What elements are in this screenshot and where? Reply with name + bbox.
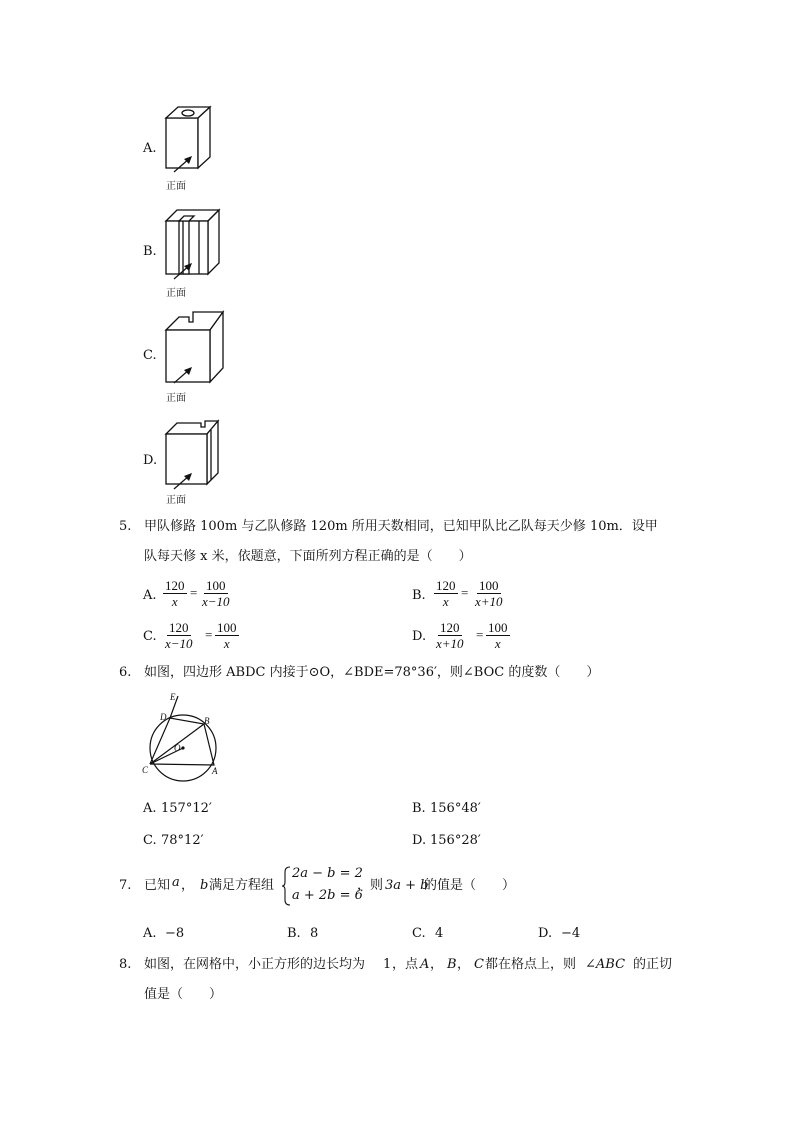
fraction-right — [200, 578, 232, 609]
comma: ， — [430, 957, 444, 972]
numerator: 120 — [440, 620, 460, 635]
fraction-right — [486, 620, 510, 651]
numerator: 100 — [488, 620, 508, 635]
front-arrow — [170, 155, 200, 175]
text-part-3: 都在格点上，则 — [485, 957, 577, 972]
question-number: 5. — [119, 519, 132, 534]
fraction-right — [215, 620, 239, 651]
numerator: 100 — [217, 620, 237, 635]
text-part-1: 如图，在网格中，小正方形的边长均为 — [144, 957, 366, 972]
front-caption: 正面 — [166, 181, 186, 192]
angle-abc: ∠ABC — [585, 957, 626, 972]
option-text: −4 — [561, 926, 581, 941]
variable-a: a — [172, 875, 180, 890]
option-text: 156°48′ — [430, 801, 481, 816]
question-number: 7. — [119, 878, 132, 893]
numerator: 120 — [165, 578, 185, 593]
circle-quadrilateral-figure — [140, 688, 230, 783]
option-label: C. — [143, 348, 157, 363]
denominator: x — [494, 636, 501, 651]
variable-b: b — [200, 878, 209, 893]
option-label: D. — [412, 629, 427, 644]
front-caption: 正面 — [166, 288, 186, 299]
option-label: D. — [143, 453, 158, 468]
equals-sign: = — [461, 585, 469, 600]
comma: ， — [181, 878, 195, 893]
option-label: B. — [412, 801, 426, 816]
numerator: 120 — [436, 578, 456, 593]
comma: ， — [457, 957, 471, 972]
question-text-line2: 值是（ ） — [144, 987, 223, 1002]
option-label: A. — [143, 926, 157, 941]
fraction-left — [434, 578, 458, 609]
point-c: C — [474, 957, 484, 972]
text-tail: 的值是（ ） — [424, 878, 516, 893]
option-label: D. — [412, 833, 427, 848]
denominator: x−10 — [202, 594, 230, 609]
option-label: D. — [538, 926, 553, 941]
option-text: −8 — [165, 926, 185, 941]
text-part-4: 的正切 — [633, 957, 673, 972]
option-label: C. — [143, 629, 157, 644]
option-label: C. — [143, 833, 157, 848]
point-b: B — [447, 957, 457, 972]
denominator: x — [223, 636, 230, 651]
label-e: E — [170, 692, 176, 702]
label-a: A — [212, 766, 218, 776]
option-label: A. — [143, 141, 157, 156]
label-d: D — [160, 712, 167, 722]
equals-sign: = — [190, 585, 198, 600]
option-text: 4 — [435, 926, 444, 941]
denominator: x+10 — [475, 594, 503, 609]
system-brace — [282, 866, 292, 906]
question-text-line2: 队每天修 x 米，依题意，下面所列方程正确的是（ ） — [144, 549, 472, 564]
option-text: 157°12′ — [161, 801, 212, 816]
label-b: B — [204, 716, 210, 726]
front-caption: 正面 — [166, 393, 186, 404]
equals-sign: = — [205, 627, 213, 642]
text-one: 1 — [383, 957, 392, 972]
question-text-line1: 甲队修路 100m 与乙队修路 120m 所用天数相同，已知甲队比乙队每天少修 10m．设甲 — [144, 519, 658, 534]
point-a: A — [420, 957, 430, 972]
text-prefix: 已知 — [144, 878, 171, 893]
option-label: C. — [412, 926, 426, 941]
equation-2: a + 2b = 6 — [292, 888, 363, 903]
denominator: x+10 — [436, 636, 464, 651]
option-label: B. — [143, 244, 157, 259]
numerator: 100 — [479, 578, 499, 593]
option-label: A. — [143, 588, 157, 603]
text-part-2: ，点 — [392, 957, 419, 972]
option-text: 78°12′ — [161, 833, 204, 848]
option-label: A. — [143, 801, 157, 816]
front-arrow — [170, 472, 200, 492]
question-number: 8. — [119, 957, 132, 972]
fraction-right — [473, 578, 505, 609]
label-o: O — [174, 743, 181, 753]
equation-1: 2a − b = 2 — [292, 866, 363, 881]
option-text: 156°28′ — [430, 833, 481, 848]
question-text: 如图，四边形 ABDC 内接于⊙O，∠BDE=78°36′，则∠BOC 的度数（ ） — [144, 665, 600, 680]
equals-sign: = — [476, 627, 484, 642]
option-label: B. — [287, 926, 301, 941]
fraction-left — [163, 578, 187, 609]
label-c: C — [142, 765, 149, 775]
denominator: x — [171, 594, 178, 609]
numerator: 100 — [206, 578, 226, 593]
option-label: B. — [412, 588, 426, 603]
text-post: ，则 — [357, 878, 384, 893]
expression: 3a + b — [385, 878, 429, 893]
question-number: 6. — [119, 665, 132, 680]
fraction-left — [163, 620, 195, 651]
option-text: 8 — [310, 926, 319, 941]
front-arrow — [170, 262, 200, 282]
text-mid: 满足方程组 — [209, 878, 275, 893]
denominator: x — [442, 594, 449, 609]
denominator: x−10 — [165, 636, 193, 651]
fraction-left — [434, 620, 466, 651]
front-caption: 正面 — [166, 495, 186, 506]
numerator: 120 — [169, 620, 189, 635]
front-arrow — [170, 366, 200, 386]
